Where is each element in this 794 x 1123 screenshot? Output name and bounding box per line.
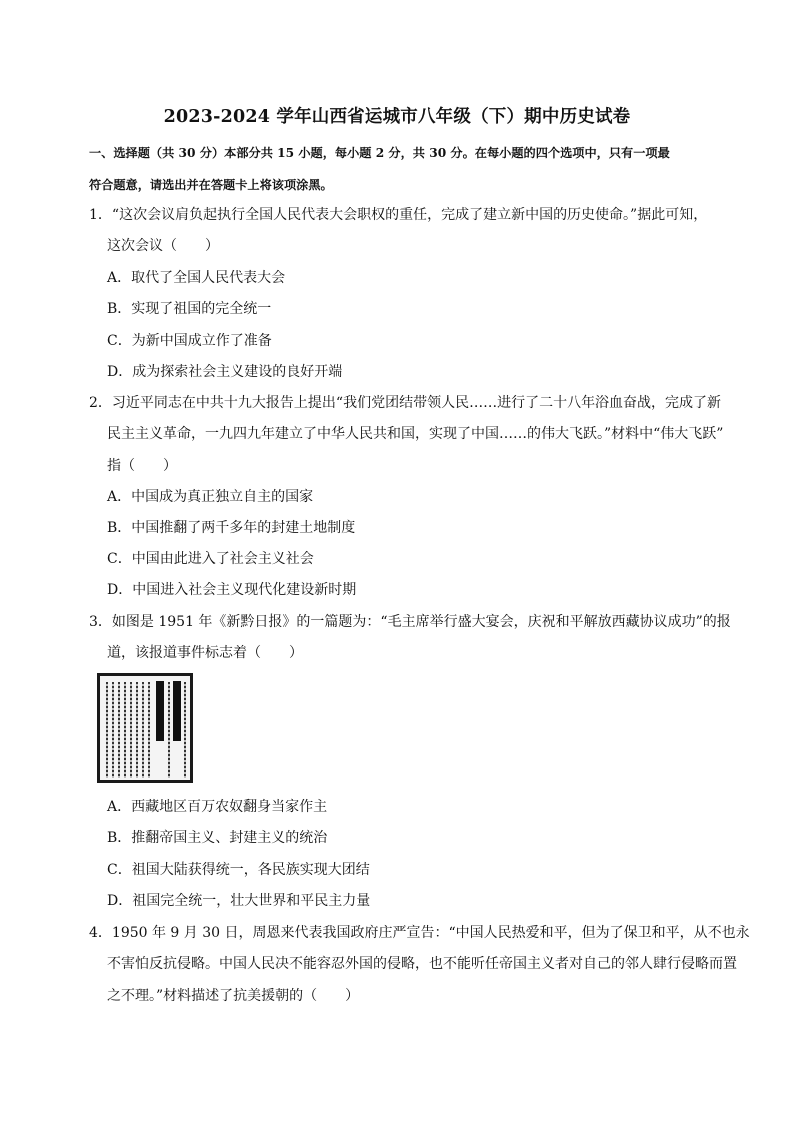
question-2-stem-line-2: 民主主义革命，一九四九年建立了中华人民共和国，实现了中国……的伟大飞跃。”材料中“伟大飞跃” <box>107 426 724 442</box>
section-heading-line-1: 一、选择题（共 30 分）本部分共 15 小题，每小题 2 分，共 30 分。在每小题的四个选项中，只有一项最 <box>89 146 670 160</box>
section-heading-line-2: 符合题意，请选出并在答题卡上将该项涂黑。 <box>89 178 333 192</box>
question-3-option-c: C．祖国大陆获得统一，各民族实现大团结 <box>107 862 370 878</box>
question-3-stem-line-2: 道，该报道事件标志着（ ） <box>107 645 303 661</box>
question-2-stem-line-1: 2．习近平同志在中共十九大报告上提出“我们党团结带领人民……进行了二十八年浴血奋战，完成了新 <box>89 395 722 411</box>
question-3-stem-line-1: 3．如图是 1951 年《新黔日报》的一篇题为：“毛主席举行盛大宴会，庆祝和平解放西藏协议成功”的报 <box>89 614 731 630</box>
question-4-stem-line-1: 4．1950 年 9 月 30 日，周恩来代表我国政府庄严宣告：“中国人民热爱和平，但为了保卫和平，从不也永 <box>89 925 750 941</box>
question-2-stem-line-3: 指（ ） <box>107 458 177 474</box>
question-3-option-a: A．西藏地区百万农奴翻身当家作主 <box>107 799 328 815</box>
page-title: 2023-2024 学年山西省运城市八年级（下）期中历史试卷 <box>163 107 631 127</box>
question-1-option-b: B．实现了祖国的完全统一 <box>107 301 272 317</box>
question-1-option-a: A．取代了全国人民代表大会 <box>107 270 286 286</box>
question-3-option-b: B．推翻帝国主义、封建主义的统治 <box>107 830 328 846</box>
question-2-option-a: A．中国成为真正独立自主的国家 <box>107 489 314 505</box>
question-3-option-d: D．祖国完全统一，壮大世界和平民主力量 <box>107 893 371 909</box>
question-1-option-c: C．为新中国成立作了准备 <box>107 333 272 349</box>
question-4-stem-line-2: 不害怕反抗侵略。中国人民决不能容忍外国的侵略，也不能听任帝国主义者对自己的邻人肆行侵略而置 <box>107 956 737 972</box>
question-2-option-d: D．中国进入社会主义现代化建设新时期 <box>107 582 357 598</box>
newspaper-clipping-image <box>97 673 193 783</box>
question-1-stem-line-1: 1．“这次会议肩负起执行全国人民代表大会职权的重任，完成了建立新中国的历史使命。”据此可知， <box>89 207 708 223</box>
section-heading <box>89 137 729 201</box>
question-1-option-d: D．成为探索社会主义建设的良好开端 <box>107 364 343 380</box>
question-1-stem-line-2: 这次会议（ ） <box>107 238 219 254</box>
question-2-option-c: C．中国由此进入了社会主义社会 <box>107 551 314 567</box>
question-4-stem-line-3: 之不理。”材料描述了抗美援朝的（ ） <box>107 988 360 1004</box>
question-2-option-b: B．中国推翻了两千多年的封建土地制度 <box>107 520 356 536</box>
